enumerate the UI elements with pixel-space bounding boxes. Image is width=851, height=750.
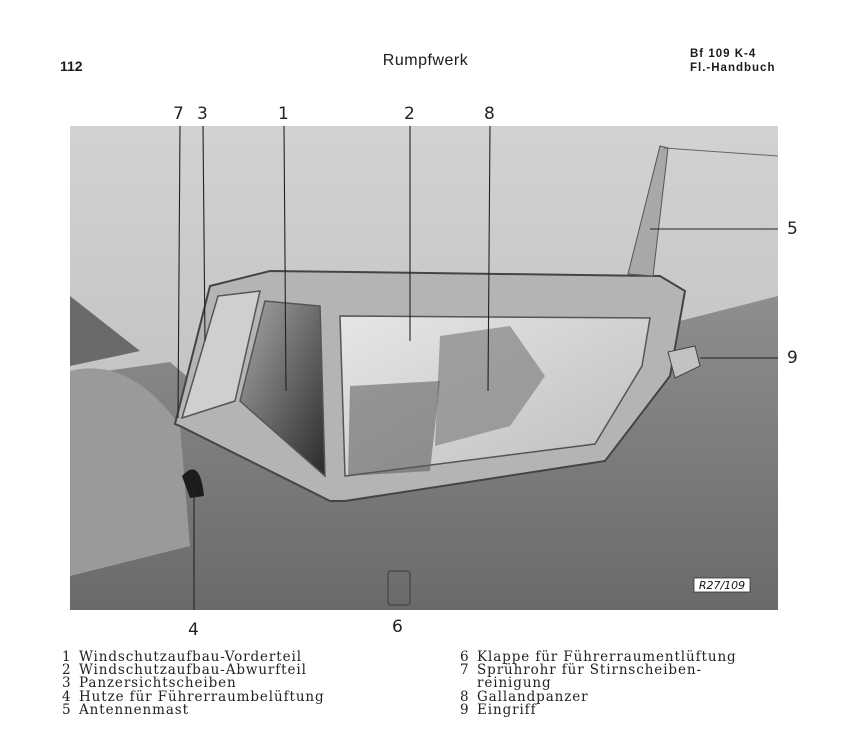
callout-8: 8 xyxy=(484,104,495,124)
legend-text: Hutze für Führerraumbelüftung xyxy=(79,688,325,705)
manual-aircraft-type: Bf 109 K-4 xyxy=(690,48,757,60)
page-title: Rumpfwerk xyxy=(382,52,469,69)
legend-text: Panzersichtscheiben xyxy=(79,675,237,692)
page-number: 112 xyxy=(60,58,83,74)
legend-number: 2 xyxy=(62,662,72,679)
callout-3: 3 xyxy=(197,104,208,124)
legend-text: Antennenmast xyxy=(79,701,189,718)
callout-2: 2 xyxy=(404,104,415,124)
callout-1: 1 xyxy=(278,104,289,124)
legend-item xyxy=(62,701,325,718)
legend-text: Klappe für Führerraumentlüftung xyxy=(477,649,737,665)
manual-handbook-label: Fl.-Handbuch xyxy=(690,62,776,74)
callout-7: 7 xyxy=(173,104,184,124)
callout-9: 9 xyxy=(787,348,798,368)
legend-text: Sprührohr für Stirnscheiben- xyxy=(477,662,702,679)
legend-number: 4 xyxy=(62,688,72,705)
legend-text-continuation: reinigung xyxy=(477,675,552,692)
legend-left-column xyxy=(62,651,325,717)
legend-text: Gallandpanzer xyxy=(477,688,589,705)
plate-id: R27/109 xyxy=(698,579,746,592)
legend-text: Windschutzaufbau-Vorderteil xyxy=(79,649,302,665)
legend-number: 5 xyxy=(62,701,72,718)
callout-4: 4 xyxy=(188,620,199,640)
legend-text: Eingriff xyxy=(477,701,537,718)
legend-number: 9 xyxy=(460,701,470,718)
legend-right-column xyxy=(460,651,737,717)
legend-item xyxy=(460,701,737,718)
legend-number: 8 xyxy=(460,688,470,705)
legend-number: 7 xyxy=(460,662,470,679)
manual-reference xyxy=(690,47,775,75)
canopy-photograph xyxy=(70,126,778,610)
legend-text: Windschutzaufbau-Abwurfteil xyxy=(79,662,307,679)
legend-number: 3 xyxy=(62,675,72,692)
callout-5: 5 xyxy=(787,219,798,239)
legend-number: 1 xyxy=(62,649,72,665)
legend-number: 6 xyxy=(460,649,470,665)
callout-6: 6 xyxy=(392,617,403,637)
cockpit-interior-shadow xyxy=(348,381,440,476)
